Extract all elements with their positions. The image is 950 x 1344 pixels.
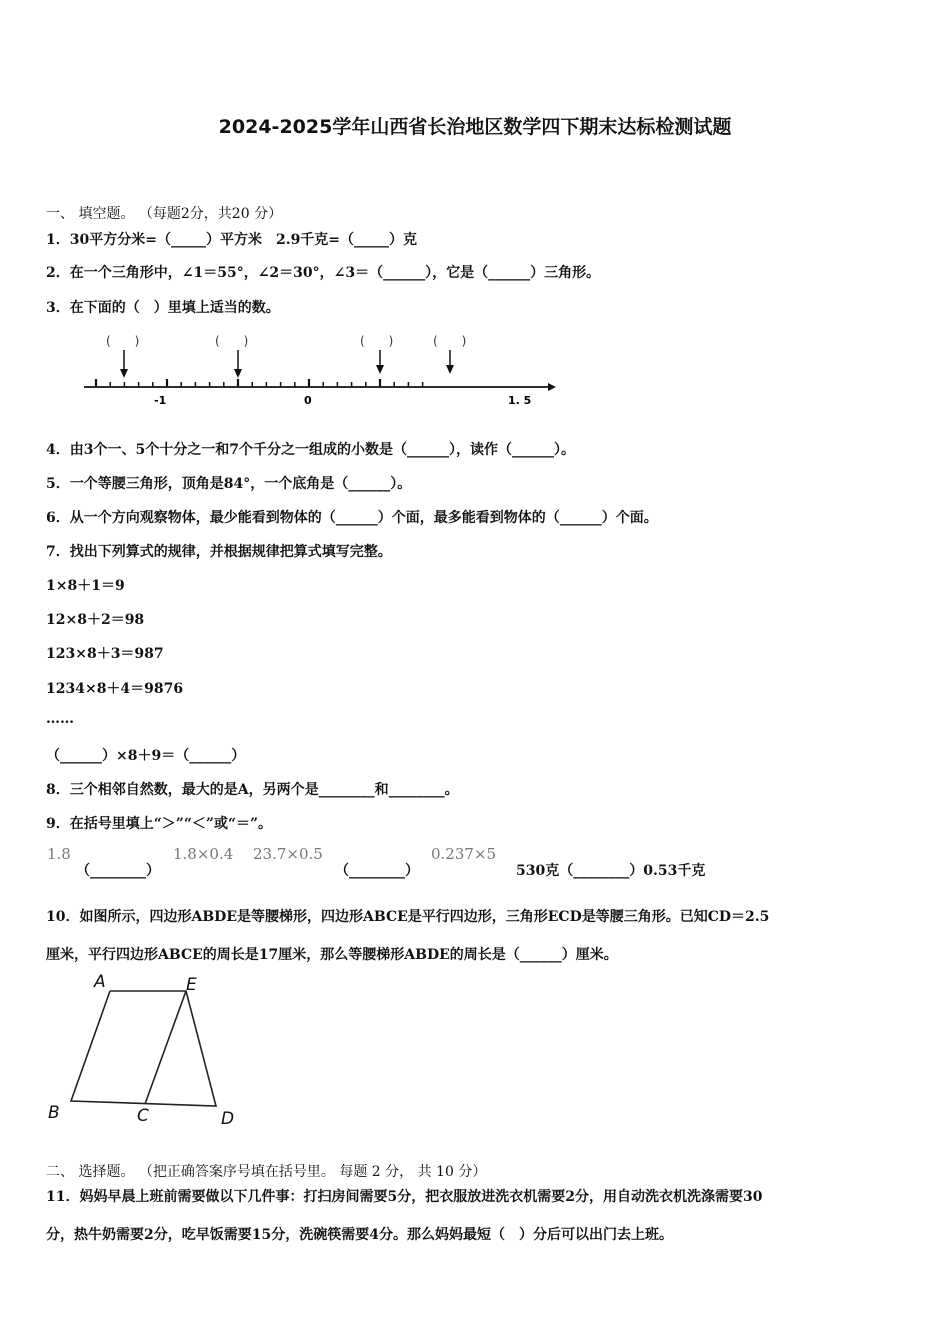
pattern-line: 12×8＋2＝98 — [46, 612, 145, 628]
compare-value: 1.8 — [47, 845, 71, 863]
section-heading-fill-blanks: 一、 填空题。 （每题2分，共20 分） — [46, 206, 283, 222]
pattern-line: 1×8＋1＝9 — [46, 578, 125, 594]
down-arrow-icon — [234, 350, 242, 378]
number-line-label: 1. 5 — [508, 394, 532, 407]
segment-ce — [145, 991, 186, 1104]
question-4: 4．由3个一、5个十分之一和7个千分之一组成的小数是（______），读作（______）。 — [46, 442, 575, 458]
question-2: 2．在一个三角形中，∠1＝55°，∠2＝30°，∠3＝（______），它是（______）三角形。 — [46, 265, 601, 281]
question-6: 6．从一个方向观察物体，最少能看到物体的（______）个面，最多能看到物体的（______）个面。 — [46, 510, 658, 526]
compare-value: 1.8×0.4 — [173, 845, 234, 863]
number-line-blank: ( ) — [215, 334, 249, 348]
number-line-blank: ( ) — [106, 334, 140, 348]
pattern-line-blank: （______）×8＋9＝（______） — [46, 748, 246, 764]
down-arrow-icon — [446, 350, 454, 374]
down-arrow-icon — [120, 350, 128, 378]
number-line-blank: ( ) — [433, 334, 467, 348]
question-7: 7．找出下列算式的规律，并根据规律把算式填写完整。 — [46, 544, 392, 560]
compare-value: 23.7×0.5 — [253, 845, 323, 863]
question-11-line-1: 11．妈妈早晨上班前需要做以下几件事：打扫房间需要5分，把衣服放进洗衣机需要2分，用自动洗衣机洗涤需要30 — [46, 1189, 763, 1205]
question-8: 8．三个相邻自然数，最大的是A，另两个是________和________。 — [46, 782, 459, 798]
compare-blank: （________） — [76, 863, 160, 879]
number-line-axis — [84, 383, 556, 391]
compare-value: 0.237×5 — [431, 845, 497, 863]
page-title: 2024-2025学年山西省长治地区数学四下期末达标检测试题 — [218, 116, 732, 138]
compare-blank: （________） — [335, 863, 419, 879]
trapezoid-figure — [40, 968, 250, 1133]
vertex-label-e: E — [186, 975, 197, 995]
question-11-line-2: 分，热牛奶需要2分，吃早饭需要15分，洗碗筷需要4分。那么妈妈最短（ ）分后可以出门去上班。 — [46, 1227, 673, 1243]
question-9: 9．在括号里填上“＞”“＜”或“＝”。 — [46, 816, 273, 832]
number-line-figure — [70, 328, 570, 413]
pattern-line: 1234×8＋4＝9876 — [46, 681, 184, 697]
number-line-label: 0 — [304, 394, 312, 407]
down-arrow-icon — [376, 350, 384, 374]
question-10-line-2: 厘米，平行四边形ABCE的周长是17厘米，那么等腰梯形ABDE的周长是（______）厘米。 — [46, 947, 618, 963]
question-1: 1．30平方分米=（_____）平方米 2.9千克=（_____）克 — [46, 232, 418, 248]
question-10-line-1: 10．如图所示，四边形ABDE是等腰梯形，四边形ABCE是平行四边形，三角形ECD是等腰三角形。已知CD＝2.5 — [46, 909, 770, 925]
question-5: 5．一个等腰三角形，顶角是84°，一个底角是（______）。 — [46, 476, 412, 492]
vertex-label-c: C — [137, 1106, 149, 1126]
vertex-label-d: D — [221, 1109, 235, 1129]
compare-mass: 530克（________）0.53千克 — [516, 863, 706, 879]
pattern-line: 123×8＋3＝987 — [46, 646, 164, 662]
number-line-ticks — [96, 379, 423, 387]
vertex-label-a: A — [94, 972, 106, 992]
pattern-ellipsis: …… — [46, 711, 74, 727]
question-3: 3．在下面的（ ）里填上适当的数。 — [46, 300, 280, 316]
section-heading-multiple-choice: 二、 选择题。 （把正确答案序号填在括号里。 每题 2 分， 共 10 分） — [46, 1164, 487, 1180]
trapezoid-outline — [71, 991, 216, 1106]
number-line-label: -1 — [154, 394, 167, 407]
vertex-label-b: B — [48, 1103, 60, 1123]
number-line-blank: ( ) — [360, 334, 394, 348]
